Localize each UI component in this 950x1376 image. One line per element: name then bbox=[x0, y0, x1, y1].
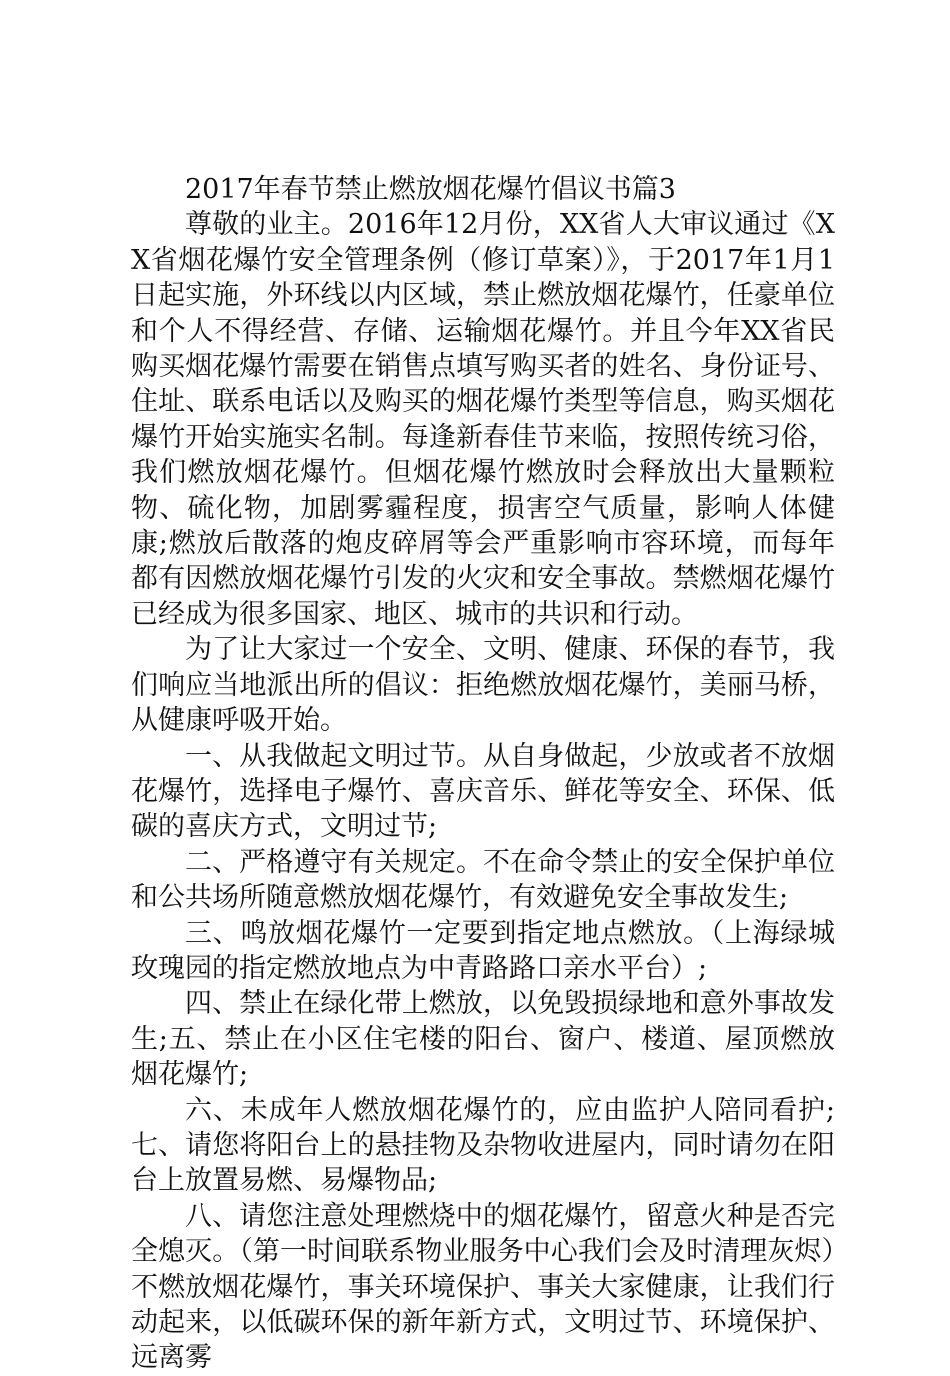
paragraph-item-1: 一、从我做起文明过节。从自身做起，少放或者不放烟花爆竹，选择电子爆竹、喜庆音乐、鲜花等安全、环保、低碳的喜庆方式，文明过节; bbox=[131, 740, 835, 843]
paragraph-item-2: 二、严格遵守有关规定。不在命令禁止的安全保护单位和公共场所随意燃放烟花爆竹，有效避免安全事故发生; bbox=[131, 846, 835, 914]
paragraph-item-4-5: 四、禁止在绿化带上燃放，以免毁损绿地和意外事故发生;五、禁止在小区住宅楼的阳台、窗户、楼道、屋顶燃放烟花爆竹; bbox=[131, 988, 835, 1091]
document-title: 2017年春节禁止燃放烟花爆竹倡议书篇3 bbox=[185, 174, 676, 205]
paragraph-call: 为了让大家过一个安全、文明、健康、环保的春节，我们响应当地派出所的倡议：拒绝燃放烟花爆竹，美丽马桥，从健康呼吸开始。 bbox=[131, 634, 835, 737]
paragraph-item-6-7: 六、未成年人燃放烟花爆竹的，应由监护人陪同看护;七、请您将阳台上的悬挂物及杂物收进屋内，同时请勿在阳台上放置易燃、易爆物品; bbox=[131, 1094, 835, 1197]
paragraph-item-8: 八、请您注意处理燃烧中的烟花爆竹，留意火种是否完全熄灭。（第一时间联系物业服务中心我们会及时清理灰烬）不燃放烟花爆竹，事关环境保护、事关大家健康，让我们行动起来，以低碳环保的新年新方式，文明过节、环境保护、远离雾 bbox=[131, 1200, 835, 1374]
paragraph-item-3: 三、鸣放烟花爆竹一定要到指定地点燃放。（上海绿城玫瑰园的指定燃放地点为中青路路口亲水平台）; bbox=[131, 917, 835, 984]
document-body bbox=[131, 172, 835, 1376]
paragraph-intro: 尊敬的业主。2016年12月份，XX省人大审议通过《XX省烟花爆竹安全管理条例（修订草案）》，于2017年1月1日起实施，外环线以内区域，禁止燃放烟花爆竹，任豪单位和个人不得经营、存储、运输烟花爆竹。并且今年XX省民购买烟花爆竹需要在销售点填写购买者的姓名、身份证号、住址、联系电话以及购买的烟花爆竹类型等信息，购买烟花爆竹开始实施实名制。每逢新春佳节来临，按照传统习俗，我们燃放烟花爆竹。但烟花爆竹燃放时会释放出大量颗粒物、硫化物，加剧雾霾程度，损害空气质量，影响人体健康;燃放后散落的炮皮碎屑等会严重影响市容环境，而每年都有因燃放烟花爆竹引发的火灾和安全事故。禁燃烟花爆竹已经成为很多国家、地区、城市的共识和行动。 bbox=[131, 209, 835, 630]
